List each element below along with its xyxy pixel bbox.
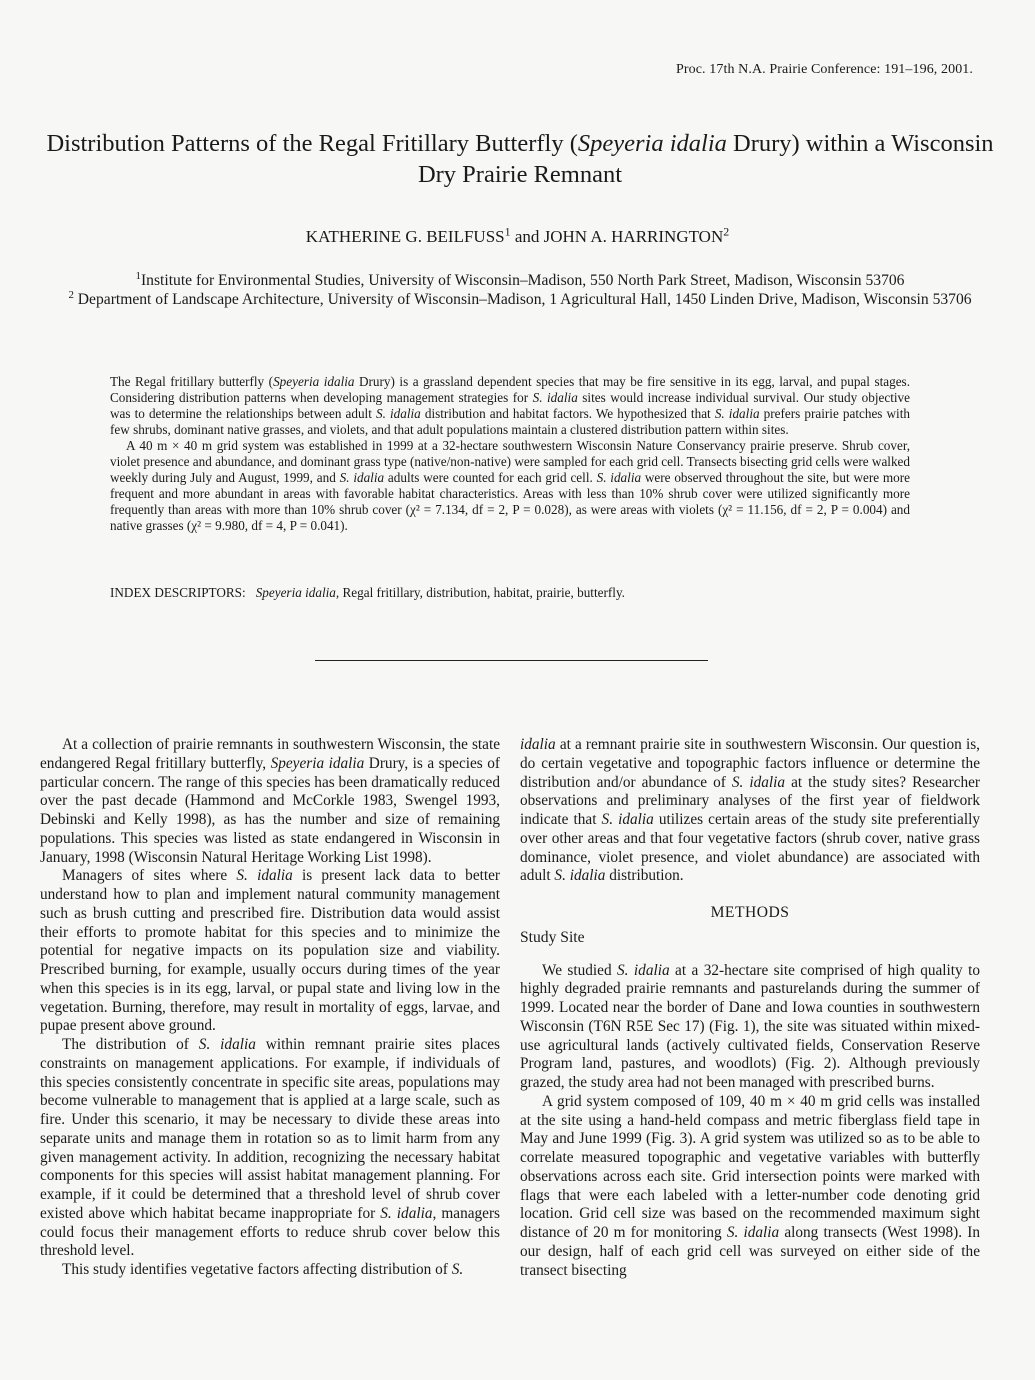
body-paragraph xyxy=(520,1093,980,1281)
title-part-1: Distribution Patterns of the Regal Fritillary Butterfly ( xyxy=(46,130,578,157)
text-run: A 40 m × 40 m grid system was established in 1999 at a 32-hectare southwestern Wisconsin Nature Conservancy prairie preserve. Shrub cover, violet presence and abundance, and dominant grass type (native/non-native) were sampled for each grid cell. Transects bisecting grid cells were walked weekly during July and August, 1999, and xyxy=(110,438,910,485)
methods-heading: METHODS xyxy=(710,904,790,921)
text-run: Drury, is a species of particular concern. The range of this species has been dramatically reduced over the past decade (Hammond and McCorkle 1983, Swengel 1993, Debinski and Kelly 1998), as has the number and size of remaining populations. This species was listed as state endangered in Wisconsin in January, 1998 (Wisconsin Natural Heritage Working List 1998). xyxy=(40,754,500,866)
text-run: utilizes certain areas of the study site preferentially over other areas and that four vegetative factors (shrub cover, native grass dominance, violet presence, and violet abundance) are associated with adult xyxy=(520,811,980,885)
text-run: sites would increase individual survival. Our study objective was to determine the relationships between adult xyxy=(110,390,910,421)
italic-text: Speyeria idalia xyxy=(273,374,355,389)
study-site-heading: Study Site xyxy=(520,928,585,946)
text-run: This study identifies vegetative factors affecting distribution of xyxy=(62,1261,452,1278)
text-run: prefers prairie patches with few shrubs, dominant native grasses, and violets, and that adult populations maintain a clustered distribution pattern within sites. xyxy=(110,406,910,437)
text-run: at a 32-hectare site comprised of high quality to highly degraded prairie remnants and pasturelands during the summer of 1999. Located near the border of Dane and Iowa counties in southwestern Wisconsin (T6N R5E Sec 17) (Fig. 1), the site was situated within mixed-use agricultural lands (actively cultivated fields, Conservation Reserve Program land, pastures, and woodlots) (Fig. 2). Although previously grazed, the study area had not been managed with prescribed burns. xyxy=(520,961,981,1091)
affiliation-2-text: Department of Landscape Architecture, University of Wisconsin–Madison, 1 Agricultural Hall, 1450 Linden Drive, Madison, Wisconsin 53706 xyxy=(73,291,972,308)
text-run: is present lack data to better understand how to plan and implement natural community management such as brush cutting and prescribed fire. Distribution data would assist their efforts to promote habitat for this species and to minimize the potential for negative impacts on its population size and viability. Prescribed burning, for example, usually occurs during times of the year when this species is in its egg, larval, or pupal state and living low in the vegetation. Burning, therefore, may result in mortality of eggs, larvae, and pupae present above ground. xyxy=(40,867,501,1035)
text-run: within remnant prairie sites places constraints on management applications. For example, if individuals of this species consistently concentrate in specific site areas, populations may become vulnerable to management that is applied at a large scale, such as fire. Under this scenario, it may be necessary to divide these areas into separate units and manage them in rotation so as to limit harm from any given management activity. In addition, recognizing the necessary habitat components for this species will assist habitat management planning. For example, if it could be determined that a threshold level of shrub cover existed above which habitat became inappropriate for xyxy=(40,1036,500,1222)
body-column-right xyxy=(520,736,980,1280)
text-run: A grid system composed of 109, 40 m × 40 m grid cells was installed at the site using a hand-held compass and metric fiberglass field tape in May and June 1999 (Fig. 3). A grid system was utilized so as to be able to correlate measured topographic and vegetative variables with butterfly observations across each site. Grid intersection points were marked with flags that were each labeled with a letter-number code denoting grid location. Grid cell size was based on the recommended maximum sight distance of 20 m for monitoring xyxy=(520,1092,980,1241)
abstract-paragraph xyxy=(110,438,910,534)
author-1-mark: 1 xyxy=(504,224,511,239)
italic-text: S. idalia xyxy=(601,811,654,828)
text-run: The Regal fritillary butterfly ( xyxy=(110,374,274,389)
italic-text: S. idalia xyxy=(198,1036,256,1053)
affiliation-1-text: Institute for Environmental Studies, University of Wisconsin–Madison, 550 North Park Street, Madison, Wisconsin 53706 xyxy=(140,272,905,289)
body-paragraph xyxy=(520,962,980,1093)
index-descriptors-terms: Regal fritillary, distribution, habitat, prairie, butterfly. xyxy=(339,585,625,600)
italic-text: S. idalia xyxy=(714,406,760,421)
italic-text: S. idalia xyxy=(617,961,670,979)
title-part-2: Drury) within a Wisconsin Dry Prairie Remnant xyxy=(417,130,994,188)
abstract xyxy=(110,374,910,534)
abstract-paragraph xyxy=(110,374,910,438)
italic-text: S. idalia xyxy=(554,867,606,885)
author-2: JOHN A. HARRINGTON xyxy=(543,227,724,246)
text-run: distribution. xyxy=(605,867,684,885)
body-paragraph xyxy=(40,736,500,867)
text-run: at a remnant prairie site in southwestern Wisconsin. Our question is, do certain vegetative and topographic factors influence or determine the distribution and/or abundance of xyxy=(520,736,980,791)
paper-title xyxy=(40,128,1000,190)
text-run: managers could focus their management efforts to reduce shrub cover below this threshold level. xyxy=(40,1204,500,1260)
text-run: We studied xyxy=(542,961,618,979)
affiliations xyxy=(40,271,1000,309)
author-1: KATHERINE G. BEILFUSS xyxy=(305,227,505,246)
body-paragraph xyxy=(40,867,500,1036)
italic-text: S. idalia xyxy=(236,867,293,885)
italic-text: S. idalia xyxy=(339,470,385,485)
title-species: Speyeria idalia xyxy=(577,130,727,157)
italic-text: S. idalia xyxy=(596,470,642,485)
text-run: along transects (West 1998). In our design, half of each grid cell was surveyed on either side of the transect bisecting xyxy=(520,1224,980,1279)
index-descriptors xyxy=(110,585,910,601)
italic-text: idalia xyxy=(520,736,556,753)
section-divider xyxy=(315,660,708,661)
italic-text: Speyeria idalia xyxy=(270,754,365,772)
text-run: At a collection of prairie remnants in southwestern Wisconsin, the state endangered Regal fritillary butterfly, xyxy=(40,736,500,772)
body-paragraph xyxy=(520,736,980,886)
italic-text: S. idalia xyxy=(532,390,578,405)
body-paragraph xyxy=(40,1261,500,1280)
body-column-left xyxy=(40,736,500,1280)
italic-text: S. idalia xyxy=(726,1224,780,1241)
text-run: were observed throughout the site, but were more frequent and more abundant in areas with favorable habitat characteristics. Areas with less than 10% shrub cover were utilized significantly more frequently than areas with more than 10% shrub cover (χ² = 7.134, df = 2, P = 0.028), as were areas with violets (χ² = 11.156, df = 2, P = 0.004) and native grasses (χ² = 9.980, df = 4, P = 0.041). xyxy=(110,470,910,533)
italic-text: S. idalia xyxy=(731,773,786,791)
running-head: Proc. 17th N.A. Prairie Conference: 191–196, 2001. xyxy=(676,62,973,77)
text-run: Managers of sites where xyxy=(62,867,237,885)
text-run: The distribution of xyxy=(62,1036,199,1053)
affiliation-2 xyxy=(40,290,1000,309)
author-list xyxy=(0,224,1035,247)
index-descriptors-species: Speyeria idalia, xyxy=(255,585,340,600)
italic-text: S. idalia xyxy=(375,406,421,421)
affiliation-1-mark: 1 xyxy=(135,269,141,282)
text-run: Drury) is a grassland dependent species that may be fire sensitive in its egg, larval, and pupal stages. Considering distribution patterns when developing management strategies for xyxy=(110,374,910,405)
index-descriptors-label: INDEX DESCRIPTORS: xyxy=(110,585,246,600)
body-paragraph xyxy=(40,1036,500,1261)
affiliation-1 xyxy=(40,271,1000,290)
author-2-mark: 2 xyxy=(723,224,730,239)
text-run: at the study sites? Researcher observations and preliminary analyses of the first year of fieldwork indicate that xyxy=(520,773,981,828)
text-run: distribution and habitat factors. We hypothesized that xyxy=(420,406,715,421)
text-run: adults were counted for each grid cell. xyxy=(384,470,597,485)
author-conjunction: and xyxy=(510,227,544,246)
italic-text: S. idalia, xyxy=(380,1204,437,1222)
affiliation-2-mark: 2 xyxy=(68,288,74,301)
italic-text: S. xyxy=(451,1261,464,1278)
